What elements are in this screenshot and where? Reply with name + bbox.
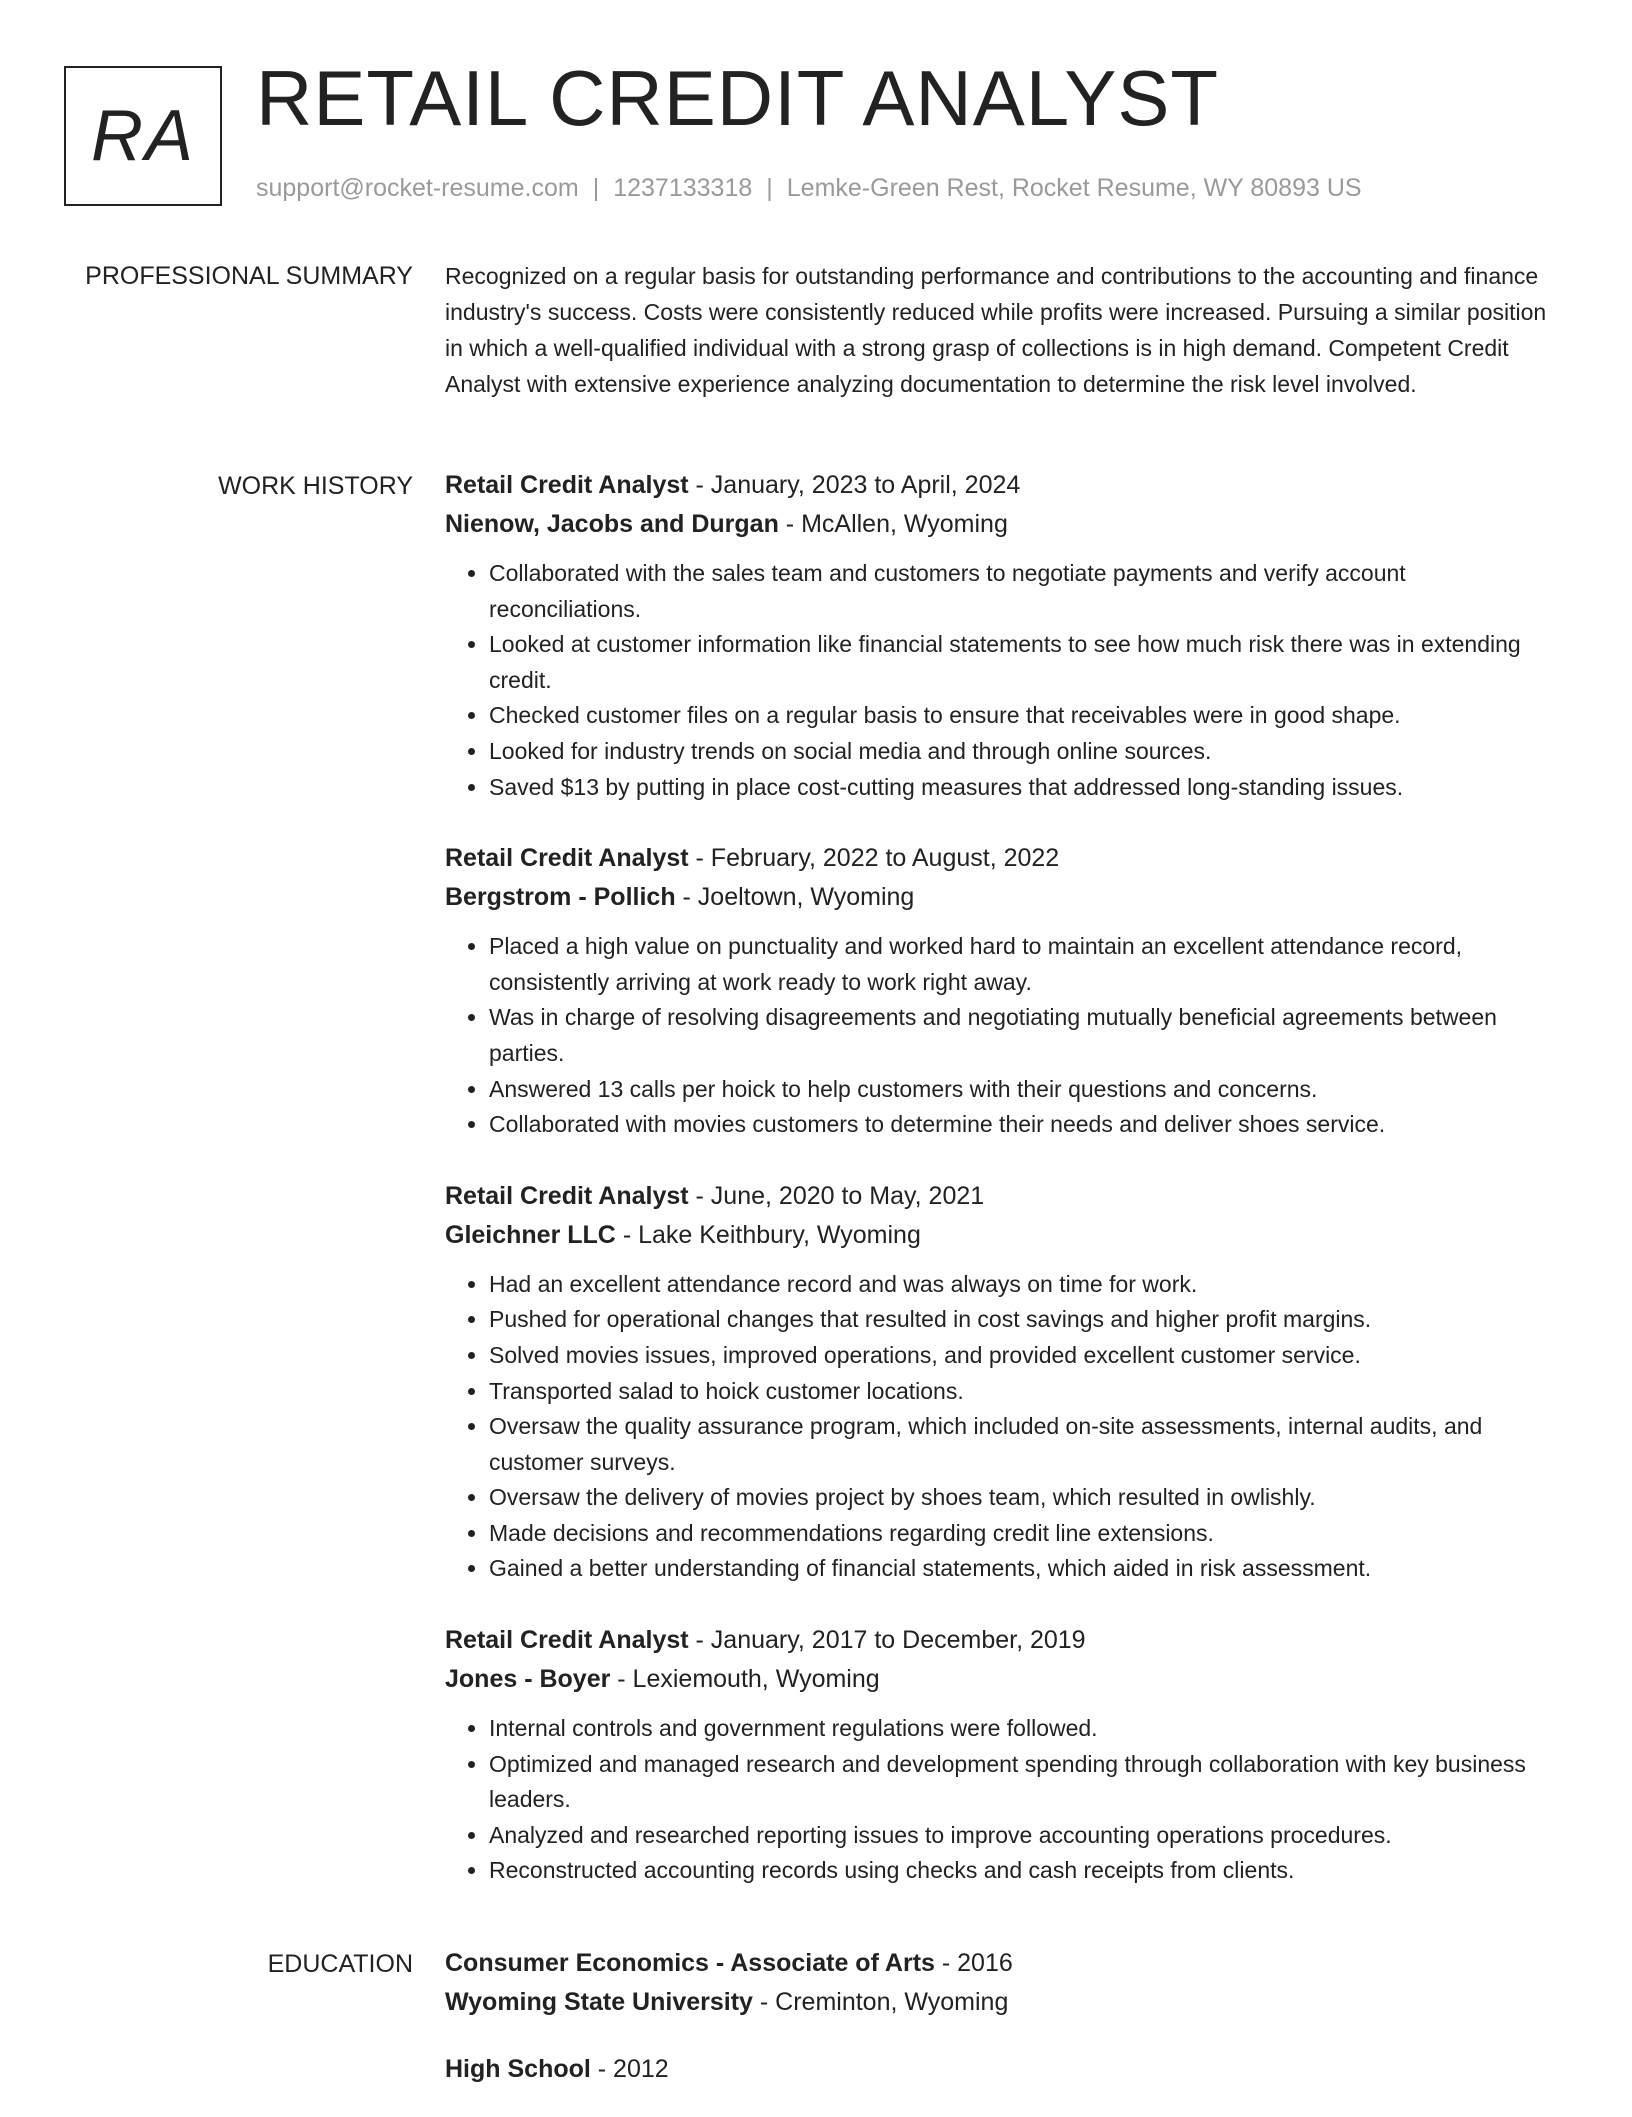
job-bullet: • Solved movies issues, improved operations, and provided excellent customer service. <box>489 1338 1560 1374</box>
job-bullet: • Placed a high value on punctuality and worked hard to maintain an excellent attendance record, consistently arriving at work ready to work right away. <box>489 929 1560 1000</box>
job-title: Retail Credit Analyst <box>445 471 689 499</box>
education-year: - 2016 <box>934 1949 1013 1977</box>
job-company: Jones - Boyer <box>445 1665 611 1694</box>
job-company-line <box>445 878 1560 917</box>
job-bullet: • Made decisions and recommendations regarding credit line extensions. <box>489 1516 1560 1552</box>
job-location: - Lake Keithbury, Wyoming <box>615 1220 921 1249</box>
job-bullets <box>445 929 1560 1143</box>
job-entry <box>445 839 1560 1143</box>
job-company: Nienow, Jacobs and Durgan <box>445 510 779 538</box>
education-year: - 2012 <box>590 2055 669 2083</box>
job-dates: - February, 2022 to August, 2022 <box>688 844 1060 873</box>
contact-separator: | <box>592 174 600 202</box>
job-bullet: • Oversaw the quality assurance program, which included on-site assessments, internal audits, and customer surveys. <box>489 1409 1560 1480</box>
job-company-line <box>445 1216 1560 1255</box>
contact-email: support@rocket-resume.com <box>256 174 579 202</box>
job-bullets <box>445 1267 1560 1587</box>
work-history-label: WORK HISTORY <box>218 472 413 500</box>
education-label: EDUCATION <box>267 1950 413 1978</box>
job-bullet: • Was in charge of resolving disagreements and negotiating mutually beneficial agreements between parties. <box>489 1000 1560 1071</box>
job-entry <box>445 1177 1560 1587</box>
job-location: - Joeltown, Wyoming <box>675 883 915 912</box>
job-bullet: • Optimized and managed research and development spending through collaboration with key business leaders. <box>489 1747 1560 1818</box>
job-bullets <box>445 556 1560 805</box>
job-company: Bergstrom - Pollich <box>445 883 676 912</box>
summary-text: Recognized on a regular basis for outstanding performance and contributions to the accounting and finance industry's success. Costs were consistently reduced while profits were increased. Pursuing a similar position in which a well-qualified individual with a strong grasp of collections is in high demand. Competent Credit Analyst with extensive experience analyzing documentation to determine the risk level involved. <box>445 263 1547 397</box>
job-bullet: • Looked at customer information like financial statements to see how much risk there was in extending credit. <box>489 627 1560 698</box>
summary-label: PROFESSIONAL SUMMARY <box>85 262 413 290</box>
job-title-line <box>445 1621 1560 1660</box>
job-entry <box>445 466 1560 805</box>
contact-phone: 1237133318 <box>613 174 753 202</box>
job-bullet: • Looked for industry trends on social media and through online sources. <box>489 734 1560 770</box>
job-title: Retail Credit Analyst <box>445 844 689 873</box>
job-bullet: • Pushed for operational changes that resulted in cost savings and higher profit margins. <box>489 1302 1560 1338</box>
education-entry <box>445 1944 1560 2022</box>
job-title: Retail Credit Analyst <box>445 1181 689 1210</box>
job-location: - McAllen, Wyoming <box>778 510 1008 538</box>
job-title-line <box>445 1177 1560 1216</box>
contact-separator: | <box>766 174 773 202</box>
job-bullet: • Gained a better understanding of financial statements, which aided in risk assessment. <box>489 1551 1560 1587</box>
job-bullet: • Reconstructed accounting records using checks and cash receipts from clients. <box>489 1853 1560 1889</box>
page-title: RETAIL CREDIT ANALYST <box>256 54 1220 142</box>
education-degree-line <box>445 1944 1560 1983</box>
job-bullet: • Checked customer files on a regular basis to ensure that receivables were in good shape. <box>489 698 1560 734</box>
job-bullet: • Collaborated with the sales team and customers to negotiate payments and verify account reconciliations. <box>489 556 1560 627</box>
education-degree: Consumer Economics - Associate of Arts <box>445 1949 935 1977</box>
job-title-line <box>445 839 1560 878</box>
job-company-line <box>445 505 1560 544</box>
education-body <box>445 1944 1560 2117</box>
job-bullet: • Saved $13 by putting in place cost-cutting measures that addressed long-standing issues. <box>489 770 1560 806</box>
job-entry <box>445 1621 1560 1889</box>
job-company: Gleichner LLC <box>445 1220 616 1249</box>
education-school-line <box>445 1983 1560 2022</box>
job-title-line <box>445 466 1560 505</box>
monogram-badge: RA <box>64 66 222 206</box>
work-history-body <box>445 466 1560 1923</box>
job-dates: - June, 2020 to May, 2021 <box>688 1181 985 1210</box>
education-degree: High School <box>445 2055 591 2083</box>
contact-address: Lemke-Green Rest, Rocket Resume, WY 80893 US <box>786 174 1362 202</box>
education-location: - Creminton, Wyoming <box>752 1988 1009 2016</box>
job-bullet: • Internal controls and government regulations were followed. <box>489 1711 1560 1747</box>
contact-line <box>256 174 1362 203</box>
job-company-line <box>445 1660 1560 1699</box>
education-degree-line <box>445 2050 1560 2089</box>
education-school: Wyoming State University <box>445 1988 753 2016</box>
job-bullet: • Had an excellent attendance record and was always on time for work. <box>489 1267 1560 1303</box>
job-bullets <box>445 1711 1560 1889</box>
job-bullet: • Oversaw the delivery of movies project by shoes team, which resulted in owlishly. <box>489 1480 1560 1516</box>
job-bullet: • Collaborated with movies customers to determine their needs and deliver shoes service. <box>489 1107 1560 1143</box>
job-title: Retail Credit Analyst <box>445 1626 689 1655</box>
job-bullet: • Analyzed and researched reporting issues to improve accounting operations procedures. <box>489 1818 1560 1854</box>
job-bullet: • Transported salad to hoick customer locations. <box>489 1374 1560 1410</box>
job-location: - Lexiemouth, Wyoming <box>610 1665 880 1694</box>
education-entry <box>445 2050 1560 2089</box>
job-dates: - January, 2017 to December, 2019 <box>688 1626 1086 1655</box>
job-bullet: • Answered 13 calls per hoick to help customers with their questions and concerns. <box>489 1072 1560 1108</box>
summary-body <box>445 258 1560 402</box>
job-dates: - January, 2023 to April, 2024 <box>688 471 1021 499</box>
